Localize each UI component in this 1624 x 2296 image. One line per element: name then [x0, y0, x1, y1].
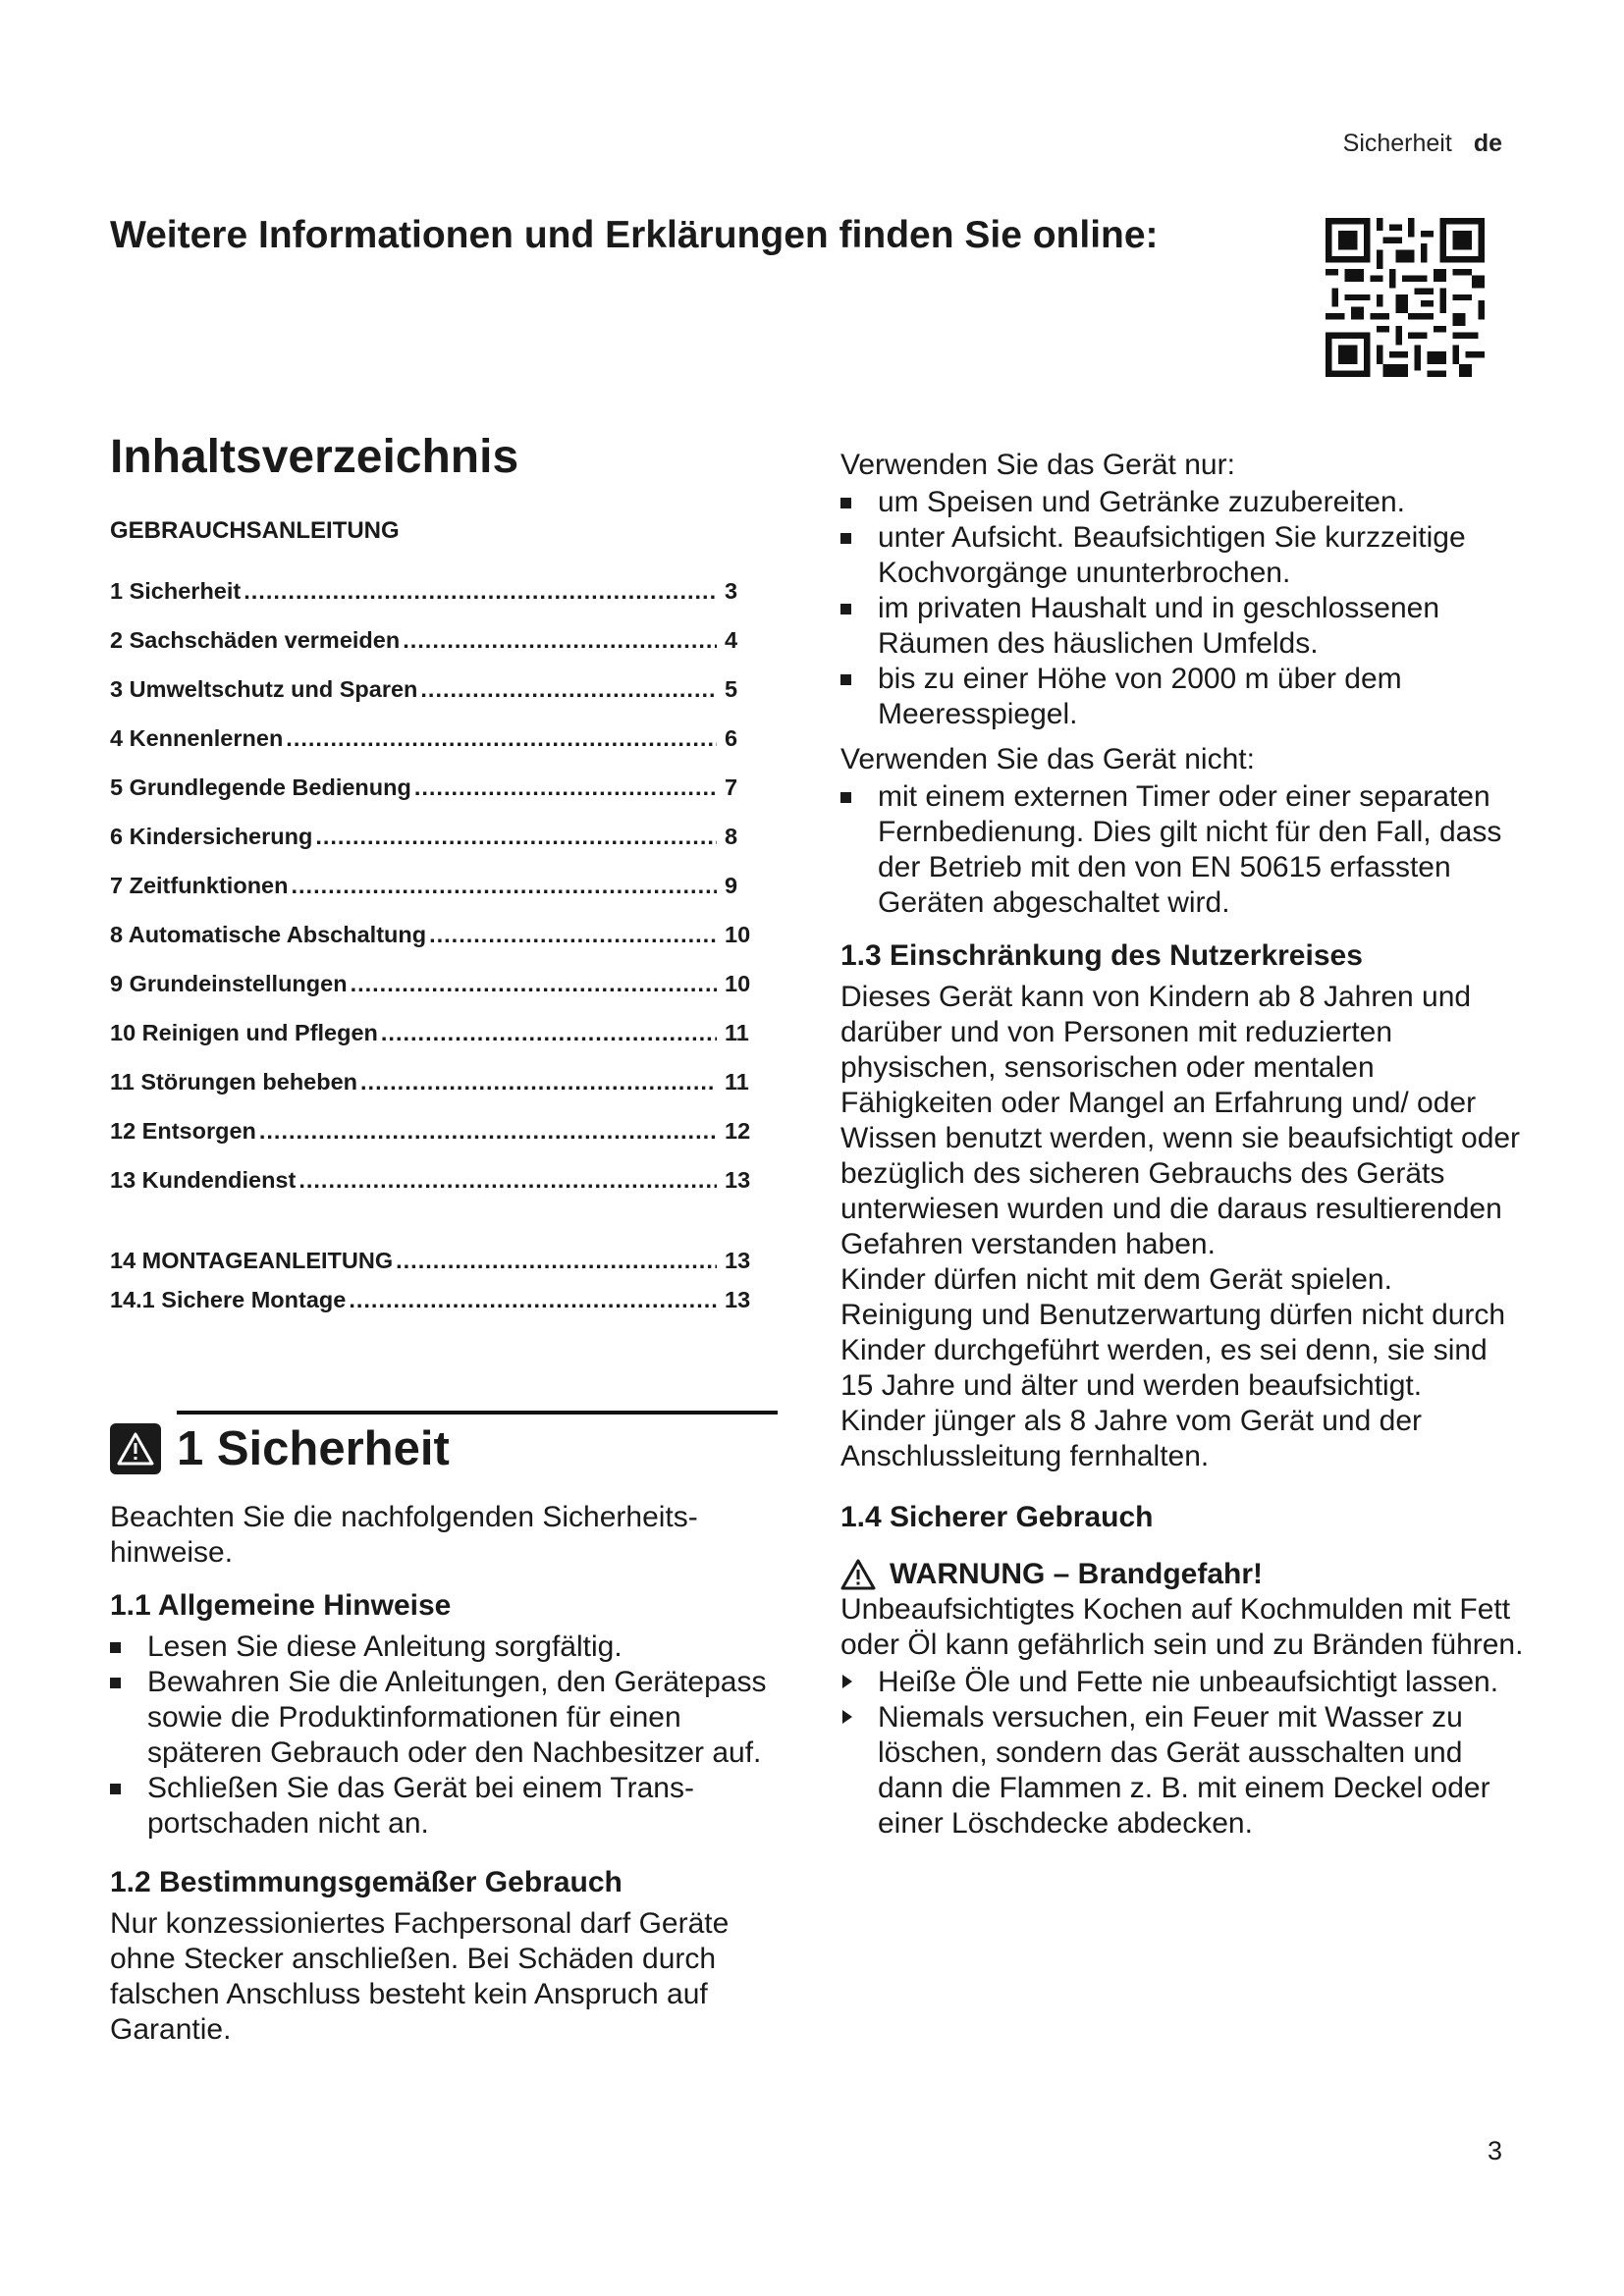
toc-leader: [259, 1118, 717, 1145]
toc-entry-label: 9 Grundeinstellungen: [110, 970, 348, 996]
toc-entry-page: 11: [725, 1019, 749, 1045]
list-item: im privaten Haushalt und in geschlossenen Räumen des häuslichen Umfelds.: [840, 591, 1528, 662]
toc-category: GEBRAUCHSANLEITUNG: [110, 516, 400, 544]
toc-leader: [420, 676, 717, 703]
toc-entry-label: 14 MONTAGEANLEITUNG: [110, 1247, 394, 1273]
paragraph: Unbeaufsichtigtes Kochen auf Kochmulden mit Fett oder Öl kann gefährlich sein und zu Bränden führen.: [840, 1593, 1524, 1661]
toc-entry-page: 4: [725, 626, 738, 653]
page-number: 3: [1487, 2136, 1502, 2165]
toc-leader: [381, 1020, 717, 1046]
paragraph: Nur konzessioniertes Fachpersonal darf Geräte ohne Stecker anschließen. Bei Schäden durch falschen Anschluss besteht kein Anspruch auf Garantie.: [110, 1906, 730, 2046]
toc-entry[interactable]: [110, 1167, 764, 1216]
toc-leader: [351, 971, 717, 997]
toc-entry[interactable]: [110, 725, 764, 774]
toc-entry-label: 5 Grundlegende Bedienung: [110, 774, 411, 800]
prohibited-use-list: [840, 779, 1528, 921]
toc-entry[interactable]: [110, 922, 764, 971]
list-item: mit einem externen Timer oder einer separaten Fernbedienung. Dies gilt nicht für den Fall, dass der Betrieb mit den von EN 50615 erfassten Geräten abgeschaltet wird.: [840, 779, 1528, 921]
toc-entry-page: 9: [725, 872, 738, 898]
toc-entry-label: 4 Kennenlernen: [110, 724, 284, 751]
section-rule: [177, 1411, 778, 1415]
toc-entry[interactable]: [110, 627, 764, 676]
toc-entry-label: 13 Kundendienst: [110, 1166, 297, 1193]
toc-entry[interactable]: [110, 1069, 764, 1118]
toc-entry-page: 10: [725, 921, 751, 947]
subsection-heading: 1.1 Allgemeine Hinweise: [110, 1588, 452, 1622]
list-item: unter Aufsicht. Beaufsichtigen Sie kurzzeitige Kochvorgänge ununterbrochen.: [840, 520, 1528, 591]
toc-leader: [349, 1287, 717, 1313]
qr-code-icon[interactable]: [1326, 218, 1485, 377]
toc-leader: [414, 774, 717, 801]
warning-heading: [840, 1557, 1528, 1592]
toc-entry-page: 6: [725, 724, 738, 751]
toc-entry-page: 7: [725, 774, 738, 800]
action-steps-list: [840, 1665, 1528, 1842]
toc-entry-page: 3: [725, 577, 738, 604]
toc-entry[interactable]: [110, 676, 764, 725]
toc-entry-page: 13: [725, 1166, 751, 1193]
list-item: um Speisen und Getränke zuzubereiten.: [840, 485, 1528, 520]
safety-intro: Beachten Sie die nachfolgenden Sicherheitshinweise.: [110, 1500, 698, 1569]
subsection-heading: 1.2 Bestimmungsgemäßer Gebrauch: [110, 1865, 623, 1898]
left-column: [110, 432, 770, 2048]
paragraph: Verwenden Sie das Gerät nur:: [840, 449, 1235, 481]
toc-leader: [360, 1069, 717, 1095]
section-heading-block: [110, 1411, 770, 1478]
toc-entry-label: 3 Umweltschutz und Sparen: [110, 675, 418, 702]
toc-entry[interactable]: [110, 1287, 764, 1326]
table-of-contents: [110, 578, 770, 1326]
allowed-use-list: [840, 485, 1528, 732]
toc-entry-page: 13: [725, 1247, 751, 1273]
toc-entry[interactable]: [110, 971, 764, 1020]
paragraph: Verwenden Sie das Gerät nicht:: [840, 743, 1255, 775]
toc-entry-label: 7 Zeitfunktionen: [110, 872, 289, 898]
toc-leader: [403, 627, 717, 654]
list-item: Lesen Sie diese Anleitung sorgfältig.: [110, 1629, 770, 1665]
online-info-heading: Weitere Informationen und Erklärungen finden Sie online:: [110, 214, 1159, 256]
toc-leader: [315, 824, 717, 850]
toc-entry[interactable]: [110, 1020, 764, 1069]
toc-entry-label: 11 Störungen beheben: [110, 1068, 358, 1095]
toc-entry-label: 12 Entsorgen: [110, 1117, 256, 1144]
toc-entry-page: 13: [725, 1286, 751, 1312]
warning-triangle-icon: [110, 1423, 161, 1474]
section-title: 1 Sicherheit: [177, 1421, 450, 1475]
toc-spacer: [110, 1216, 770, 1248]
toc-entry[interactable]: [110, 1118, 764, 1167]
toc-entry[interactable]: [110, 824, 764, 873]
toc-leader: [429, 922, 717, 948]
list-item: Heiße Öle und Fette nie unbeaufsichtigt lassen.: [840, 1665, 1528, 1700]
toc-entry-label: 2 Sachschäden vermeiden: [110, 626, 401, 653]
toc-entry-page: 12: [725, 1117, 751, 1144]
paragraph: Kinder jünger als 8 Jahre vom Gerät und der Anschlussleitung fernhalten.: [840, 1405, 1422, 1472]
list-item: Schließen Sie das Gerät bei einem Transportschaden nicht an.: [110, 1771, 770, 1842]
toc-leader: [291, 873, 717, 899]
general-notes-list: [110, 1629, 770, 1842]
toc-leader: [396, 1248, 717, 1274]
paragraph: Kinder dürfen nicht mit dem Gerät spielen.: [840, 1263, 1392, 1296]
list-item: Niemals versuchen, ein Feuer mit Wasser zu löschen, sondern das Gerät ausschalten und dann die Flammen z. B. mit einem Deckel oder einer Löschdecke abdecken.: [840, 1700, 1528, 1842]
header-section: Sicherheit: [1342, 130, 1452, 157]
paragraph: Dieses Gerät kann von Kindern ab 8 Jahren und darüber und von Personen mit reduzierten physischen, sensorischen oder mentalen Fähigkeiten oder Mangel an Erfahrung und/ oder Wissen benutzt werden, wenn sie beaufsichtigt oder bezüglich des sicheren Gebrauchs des Geräts unterwiesen wurden und die daraus resultierenden Gefahren verstanden haben.: [840, 981, 1521, 1260]
toc-title: Inhaltsverzeichnis: [110, 431, 519, 483]
toc-entry-page: 11: [725, 1068, 749, 1095]
toc-entry-label: 14.1 Sichere Montage: [110, 1286, 347, 1312]
subsection-heading: 1.4 Sicherer Gebrauch: [840, 1501, 1154, 1533]
toc-entry-label: 8 Automatische Abschaltung: [110, 921, 427, 947]
header-language: de: [1473, 130, 1502, 157]
warning-label: WARNUNG – Brandgefahr!: [890, 1558, 1264, 1590]
toc-entry-label: 6 Kindersicherung: [110, 823, 313, 849]
right-column: [840, 448, 1528, 1842]
running-header: [1343, 130, 1502, 158]
toc-entry[interactable]: [110, 873, 764, 922]
toc-entry-page: 8: [725, 823, 738, 849]
toc-entry[interactable]: [110, 578, 764, 627]
toc-entry[interactable]: [110, 774, 764, 824]
toc-entry-label: 10 Reinigen und Pflegen: [110, 1019, 378, 1045]
list-item: bis zu einer Höhe von 2000 m über dem Meeresspiegel.: [840, 662, 1528, 732]
toc-entry-label: 1 Sicherheit: [110, 577, 242, 604]
toc-entry-page: 5: [725, 675, 738, 702]
toc-entry-page: 10: [725, 970, 751, 996]
subsection-heading: 1.3 Einschränkung des Nutzerkreises: [840, 939, 1363, 972]
paragraph: Reinigung und Benutzerwartung dürfen nicht durch Kinder durchgeführt werden, es sei denn, sie sind 15 Jahre und älter und werden beaufsichtigt.: [840, 1299, 1506, 1402]
list-item: Bewahren Sie die Anleitungen, den Gerätepass sowie die Produktinformationen für einen späteren Gebrauch oder den Nachbesitzer auf.: [110, 1665, 770, 1771]
toc-leader: [286, 725, 717, 752]
warning-triangle-icon: [840, 1559, 876, 1590]
toc-leader: [244, 578, 717, 605]
toc-entry[interactable]: [110, 1248, 764, 1287]
toc-leader: [298, 1167, 717, 1194]
